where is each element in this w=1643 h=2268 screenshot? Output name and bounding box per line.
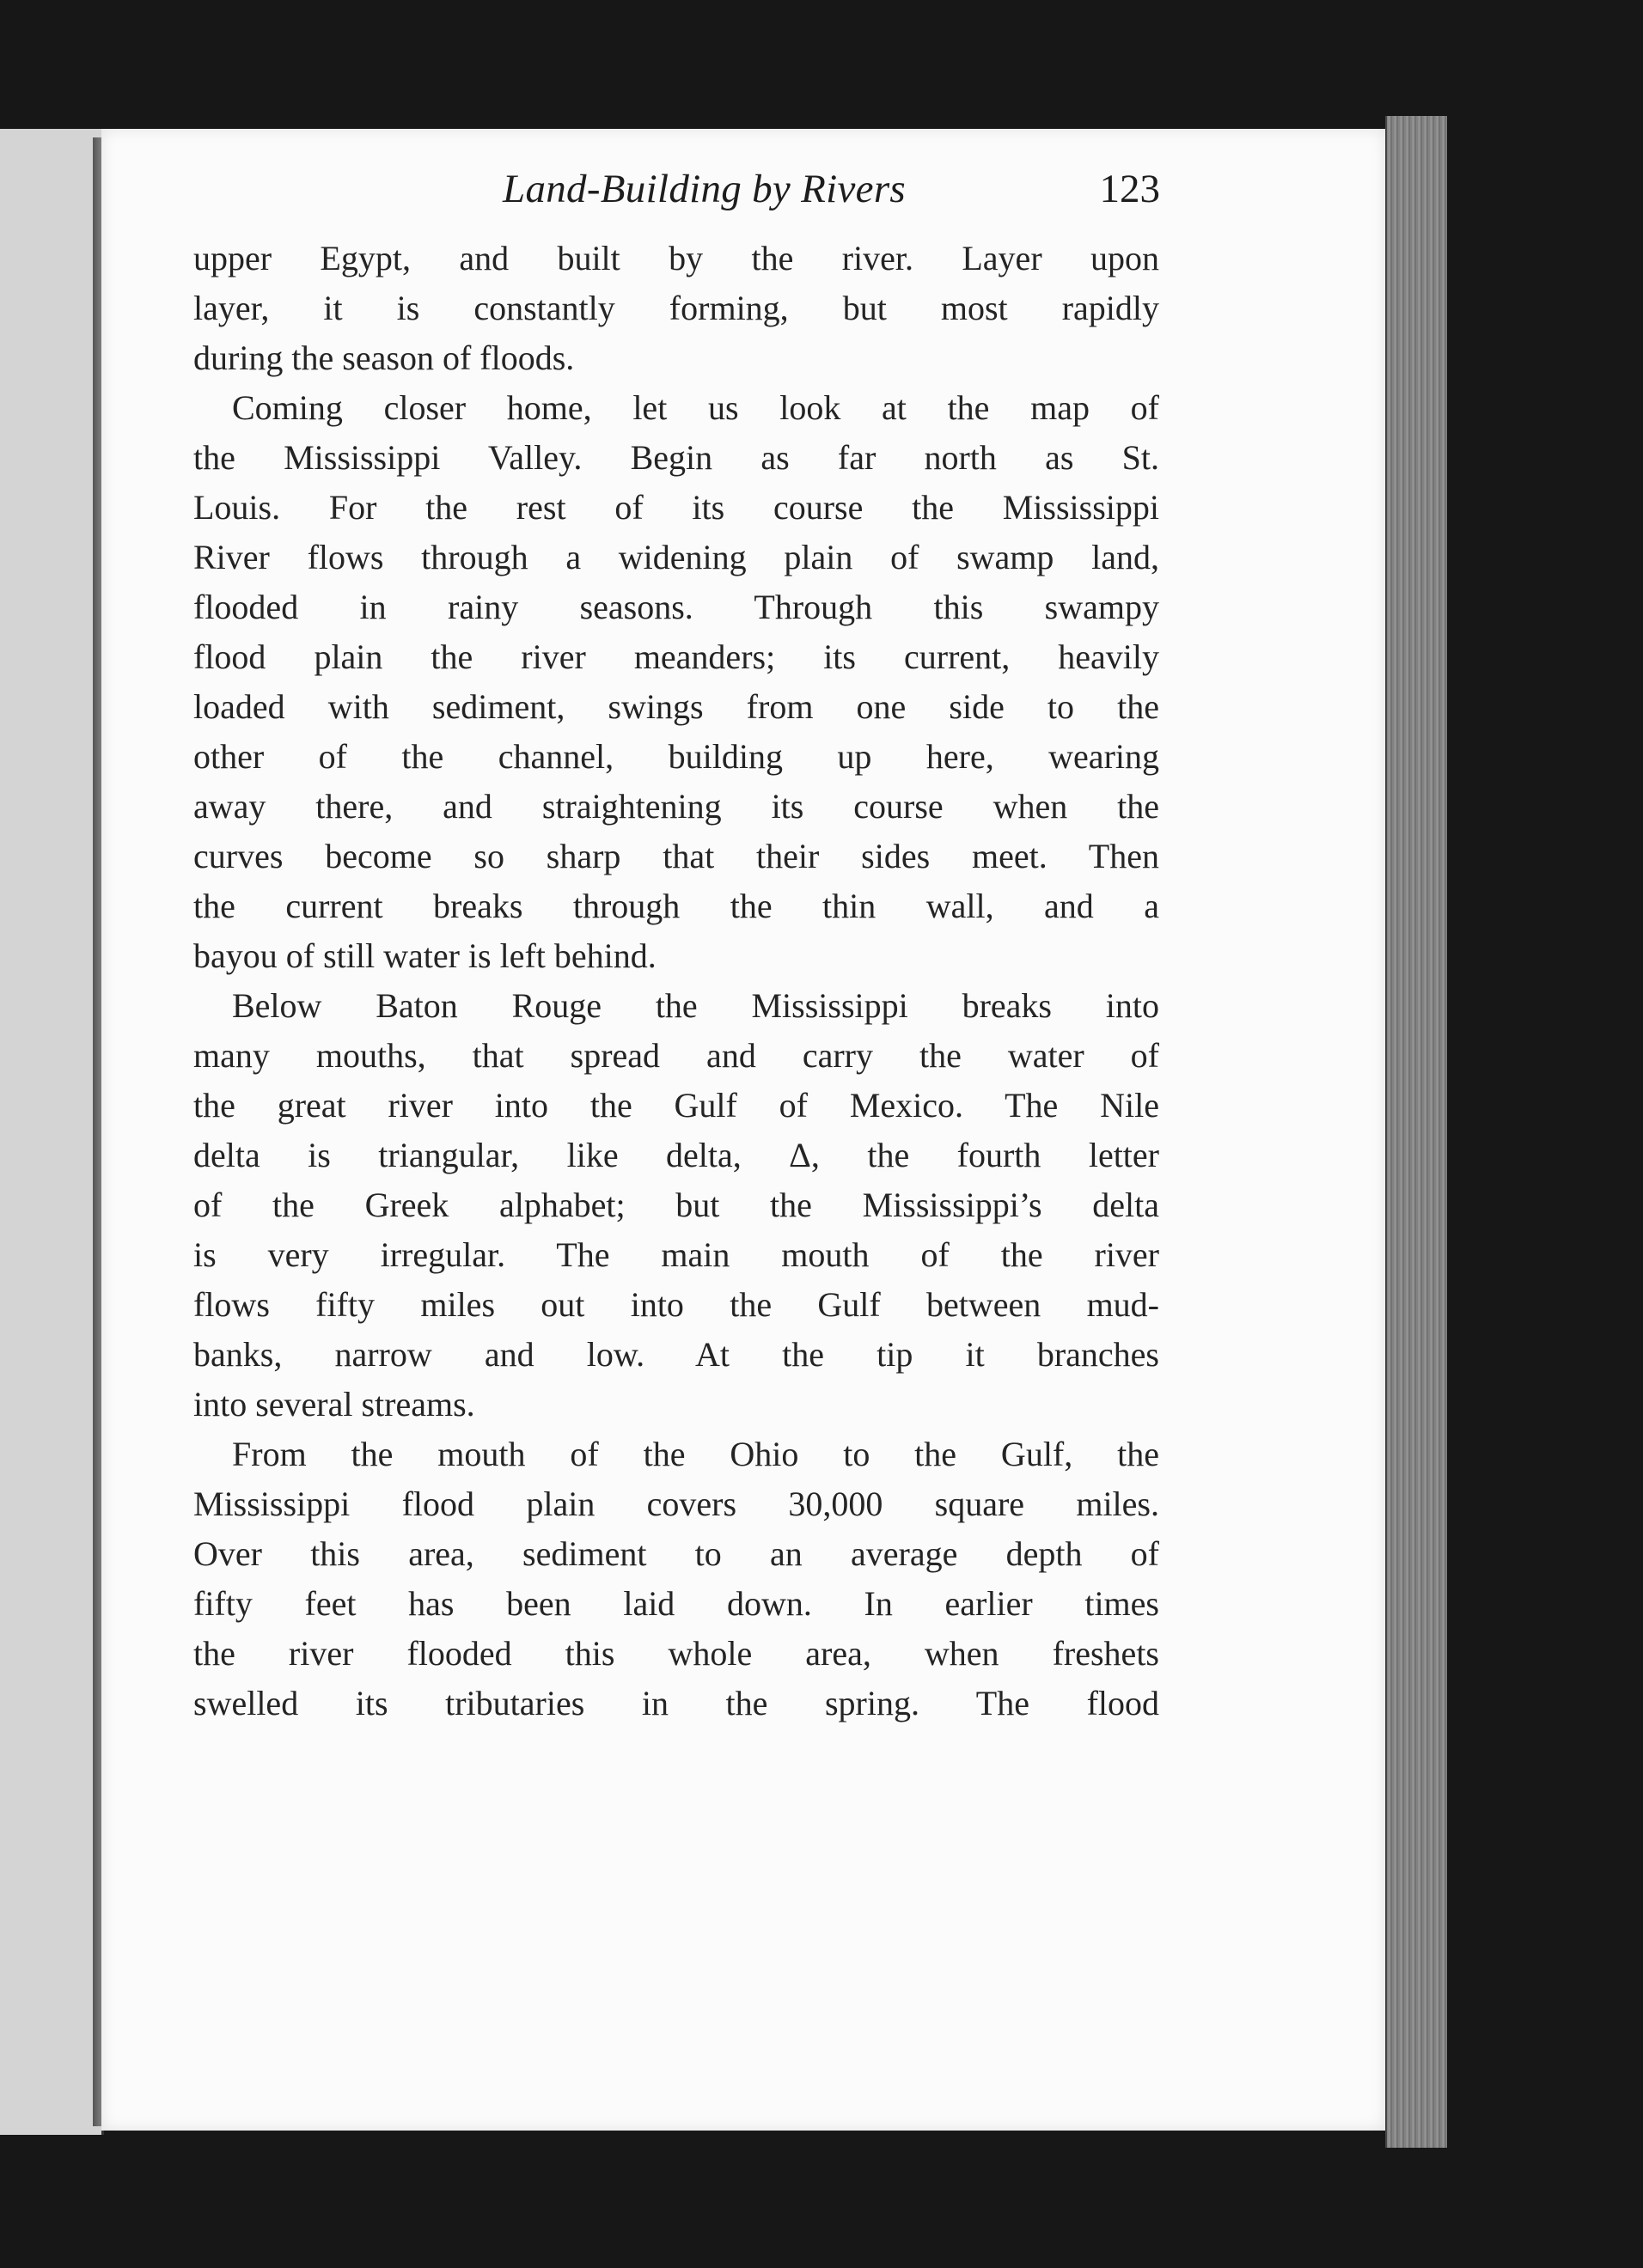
paragraph-4 — [193, 1430, 1159, 1728]
text-line: other of the channel, building up here, wearing — [193, 737, 1159, 776]
text-line: loaded with sediment, swings from one side to the — [193, 687, 1159, 726]
running-head — [193, 159, 1160, 219]
text-line: Over this area, sediment to an average depth of — [193, 1534, 1159, 1573]
text-line: flooded in rainy seasons. Through this swampy — [193, 588, 1159, 626]
text-line: the current breaks through the thin wall, and a — [193, 887, 1159, 925]
text-line: Below Baton Rouge the Mississippi breaks into — [232, 986, 1159, 1025]
paragraph-2 — [193, 383, 1159, 981]
right-page-stack-edge — [1385, 116, 1447, 2148]
text-line: curves become so sharp that their sides meet. Then — [193, 837, 1159, 875]
text-line: From the mouth of the Ohio to the Gulf, the — [232, 1435, 1159, 1473]
text-line: banks, narrow and low. At the tip it branches — [193, 1335, 1159, 1374]
text-line: bayou of still water is left behind. — [193, 936, 657, 975]
text-line: flood plain the river meanders; its current, heavily — [193, 637, 1159, 676]
text-line: Louis. For the rest of its course the Mississippi — [193, 488, 1159, 527]
text-line: the Mississippi Valley. Begin as far north as St. — [193, 438, 1159, 477]
text-line: flows fifty miles out into the Gulf between mud- — [193, 1285, 1159, 1324]
paragraph-3 — [193, 981, 1159, 1430]
text-line: layer, it is constantly forming, but most rapidly — [193, 289, 1159, 327]
left-page-edge — [0, 129, 104, 2135]
text-line: the river flooded this whole area, when freshets — [193, 1634, 1159, 1673]
body-text — [193, 234, 1159, 1728]
text-line: many mouths, that spread and carry the water of — [193, 1036, 1159, 1075]
text-line: River flows through a widening plain of swamp land, — [193, 538, 1159, 576]
text-line: away there, and straightening its course when the — [193, 787, 1159, 826]
text-line: Coming closer home, let us look at the map of — [232, 388, 1159, 427]
text-line: delta is triangular, like delta, Δ, the fourth letter — [193, 1136, 1159, 1174]
text-line: is very irregular. The main mouth of the river — [193, 1235, 1159, 1274]
paragraph-1 — [193, 234, 1159, 383]
text-line: of the Greek alphabet; but the Mississippi’s delta — [193, 1186, 1159, 1224]
text-line: the great river into the Gulf of Mexico. The Nile — [193, 1086, 1159, 1125]
text-line: upper Egypt, and built by the river. Layer upon — [193, 239, 1159, 277]
text-line: swelled its tributaries in the spring. The flood — [193, 1684, 1159, 1722]
running-head-title: Land-Building by Rivers — [503, 167, 907, 211]
text-line: into several streams. — [193, 1385, 475, 1424]
text-line: during the season of floods. — [193, 338, 575, 377]
text-line: fifty feet has been laid down. In earlier times — [193, 1584, 1159, 1623]
text-line: Mississippi flood plain covers 30,000 square miles. — [193, 1485, 1159, 1523]
page-number: 123 — [1099, 167, 1160, 211]
